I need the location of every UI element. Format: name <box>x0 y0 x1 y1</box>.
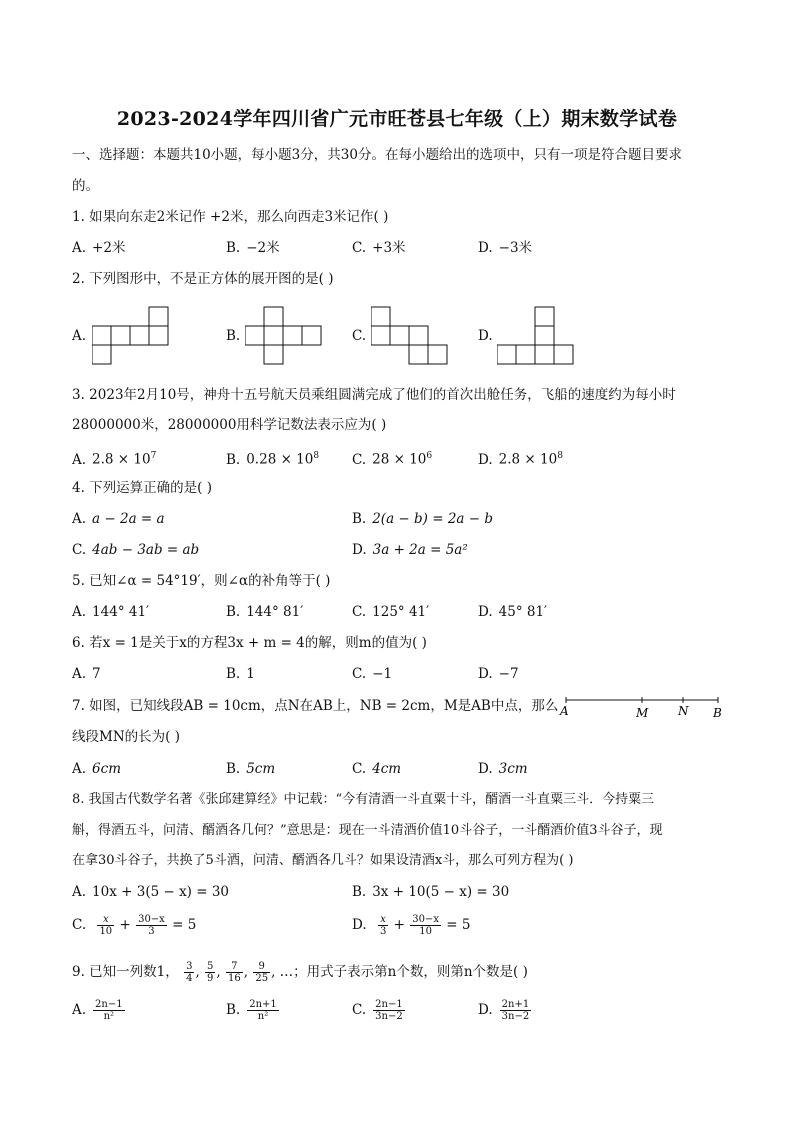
option-label: A. <box>72 1002 87 1018</box>
q2-option-c-label[interactable]: C. <box>352 328 367 344</box>
numerator: 7 <box>226 961 243 973</box>
q5-option-b[interactable] <box>226 603 303 621</box>
denominator: 10 <box>419 926 432 937</box>
option-label: A. <box>72 666 87 682</box>
option-label: D. <box>478 1002 493 1018</box>
denominator: 3n−2 <box>501 1011 530 1022</box>
denominator: 16 <box>228 973 241 984</box>
option-text: 4cm <box>372 761 402 777</box>
option-text: 125° 41′ <box>372 604 430 620</box>
sequence-term <box>253 961 270 984</box>
option-label: B. <box>226 240 241 256</box>
question-1-stem: 1. 如果向东走2米记作 +2米，那么向西走3米记作( ) <box>72 209 389 225</box>
option-label: B. <box>226 604 241 620</box>
q7-option-d[interactable] <box>478 760 528 778</box>
q1-option-d[interactable] <box>478 239 532 257</box>
question-6-stem: 6. 若x = 1是关于x的方程3x + m = 4的解，则m的值为( ) <box>72 635 427 651</box>
question-3-stem-line2: 28000000米，28000000用科学记数法表示应为( ) <box>72 417 387 433</box>
option-base: 0.28 × 10 <box>246 451 314 468</box>
q1-option-a[interactable] <box>72 239 125 257</box>
q2-option-d-label[interactable]: D. <box>478 328 493 344</box>
section-instructions-line1: 一、选择题：本题共10小题，每小题3分，共30分。在每小题给出的选项中，只有一项是符合题目要求 <box>72 147 682 163</box>
q9-option-a[interactable] <box>72 999 126 1022</box>
option-label: C. <box>72 542 87 558</box>
q2-option-a-label[interactable]: A. <box>72 328 87 344</box>
numerator: 5 <box>207 961 214 972</box>
question-7-stem-line2: 线段MN的长为( ) <box>72 729 180 745</box>
option-base: 28 × 10 <box>372 451 427 468</box>
option-text: a − 2a = a <box>92 511 165 527</box>
section-instructions-line2: 的。 <box>72 178 99 194</box>
option-exponent: 8 <box>557 451 563 461</box>
option-label: D. <box>478 666 493 682</box>
point-label-b: B <box>713 706 722 720</box>
numerator: 3 <box>186 961 193 972</box>
q9-option-d[interactable] <box>478 999 532 1022</box>
fraction <box>373 999 405 1022</box>
denominator: 4 <box>186 973 193 984</box>
q8-option-a[interactable] <box>72 883 229 901</box>
option-label: B. <box>352 511 367 527</box>
denominator: 25 <box>255 973 269 984</box>
q7-option-c[interactable] <box>352 760 401 778</box>
numerator: x <box>97 914 114 926</box>
denominator: n² <box>103 1011 115 1022</box>
option-label: B. <box>226 1002 241 1018</box>
q3-option-d[interactable] <box>478 447 563 469</box>
option-exponent: 6 <box>426 451 433 461</box>
option-label: C. <box>352 451 367 468</box>
option-label: A. <box>72 884 87 900</box>
segment-ab-figure <box>556 694 726 722</box>
option-label: C. <box>352 604 367 620</box>
q1-option-c[interactable] <box>352 239 406 257</box>
option-text: 144° 41′ <box>92 604 150 620</box>
fraction <box>247 999 279 1022</box>
option-label: D. <box>478 451 493 468</box>
option-label: D. <box>478 761 493 777</box>
option-text: 144° 81′ <box>246 604 304 620</box>
numerator: 2n−1 <box>95 999 123 1010</box>
option-label: C. <box>352 240 367 256</box>
option-label: C. <box>352 1002 367 1018</box>
page-title: 2023-2024学年四川省广元市旺苍县七年级（上）期末数学试卷 <box>116 108 678 130</box>
q5-option-a[interactable] <box>72 603 149 621</box>
option-label: C. <box>72 917 87 933</box>
q3-option-c[interactable] <box>352 447 432 469</box>
option-label: A. <box>72 240 87 256</box>
denominator: 3 <box>379 926 387 937</box>
sequence-term <box>184 961 194 984</box>
numerator: 30−x <box>138 914 165 925</box>
question-8-stem-line1: 8. 我国古代数学名著《张邱建算经》中记载：“今有清酒一斗直粟十斗，醑酒一斗直粟三斗．今持粟三 <box>72 792 655 807</box>
option-text: −1 <box>372 666 393 682</box>
numerator: 2n+1 <box>501 999 530 1010</box>
q7-option-a[interactable] <box>72 760 121 778</box>
denominator: n² <box>257 1011 269 1022</box>
q6-option-a[interactable] <box>72 665 101 683</box>
option-label: B. <box>226 451 241 468</box>
point-label-n: N <box>678 704 689 718</box>
option-label: A. <box>72 511 87 527</box>
q1-option-b[interactable] <box>226 239 280 257</box>
option-text: −2米 <box>246 240 280 256</box>
option-text: −3米 <box>498 240 533 256</box>
question-7-stem-line1: 7. 如图，已知线段AB = 10cm，点N在AB上，NB = 2cm，M是AB中点，那么 <box>72 698 559 714</box>
option-text: +2米 <box>92 240 126 256</box>
fraction <box>500 999 532 1022</box>
question-8-stem-line2: 斛，得酒五斗，问清、醑酒各几何？”意思是：现在一斗清酒价值10斗谷子，一斗醑酒价值3斗谷子，现 <box>72 823 663 838</box>
option-label: B. <box>226 666 241 682</box>
option-text: 2(a − b) = 2a − b <box>372 511 493 527</box>
option-text: 7 <box>92 666 101 682</box>
option-label: D. <box>352 917 367 933</box>
denominator: 10 <box>99 926 113 937</box>
sequence-term <box>226 961 243 984</box>
option-base: 2.8 × 10 <box>92 451 151 468</box>
option-label: D. <box>478 604 493 620</box>
question-3-stem-line1: 3. 2023年2月10号，神舟十五号航天员乘组圆满完成了他们的首次出舱任务，飞船的速度约为每小时 <box>72 387 676 403</box>
option-base: 2.8 × 10 <box>498 451 558 468</box>
fraction <box>93 999 125 1022</box>
denominator: 9 <box>207 973 214 984</box>
cube-net-d <box>497 306 577 366</box>
q4-option-d[interactable] <box>352 541 468 559</box>
numerator: 2n−1 <box>375 999 403 1010</box>
option-text: 4ab − 3ab = ab <box>92 542 200 558</box>
stem-suffix: …；用式子表示第n个数，则第n个数是( ) <box>279 964 528 980</box>
option-text: 5cm <box>246 761 276 777</box>
option-text: 1 <box>246 666 255 682</box>
option-label: A. <box>72 604 87 620</box>
option-text: 3x + 10(5 − x) = 30 <box>372 884 510 900</box>
option-text: 6cm <box>92 761 121 777</box>
numerator: 9 <box>253 961 270 973</box>
q3-option-b[interactable] <box>226 447 319 469</box>
numerator: 30−x <box>412 914 439 925</box>
option-text: 10x + 3(5 − x) = 30 <box>92 884 230 900</box>
option-label: B. <box>226 761 241 777</box>
question-4-stem: 4. 下列运算正确的是( ) <box>72 480 212 496</box>
q4-option-c[interactable] <box>72 541 199 559</box>
cube-net-a <box>92 306 172 366</box>
numerator: x <box>378 914 388 926</box>
option-label: C. <box>352 666 367 682</box>
cube-net-b <box>245 306 325 366</box>
option-text: +3米 <box>372 240 406 256</box>
fraction <box>97 914 114 937</box>
option-label: C. <box>352 761 367 777</box>
point-label-m: M <box>636 706 649 720</box>
fraction <box>136 914 167 937</box>
q9-option-c[interactable] <box>352 999 406 1022</box>
question-9-stem: 9. 已知一列数1， $\frac{3}{4}$ , $\frac{5}{9}$ , $\frac{7}{16}$ , $\frac{9}{25}$ , …；用式子表示第n个数，则第n个数是( ) <box>72 961 528 984</box>
option-label: A. <box>72 761 87 777</box>
option-text: −7 <box>498 666 519 682</box>
q3-option-a[interactable] <box>72 447 156 469</box>
option-text: 3a + 2a = 5a² <box>372 542 468 558</box>
question-8-stem-line3: 在拿30斗谷子，共换了5斗酒，问清、醑酒各几斗？如果设清酒x斗，那么可列方程为( ) <box>72 853 574 868</box>
option-label: B. <box>352 884 367 900</box>
denominator: 3 <box>148 926 155 937</box>
point-label-a: A <box>560 704 569 718</box>
q4-option-a[interactable] <box>72 510 165 528</box>
option-label: A. <box>72 451 87 468</box>
stem-prefix: 9. 已知一列数1， <box>72 964 179 980</box>
q6-option-d[interactable] <box>478 665 519 683</box>
q8-option-c[interactable]: C. $\frac{x}{10}$ + $\frac{30-x}{3}$ = 5 <box>72 914 197 937</box>
q6-option-c[interactable] <box>352 665 392 683</box>
q8-option-b[interactable] <box>352 883 509 901</box>
option-text: 45° 81′ <box>498 604 548 620</box>
q5-option-d[interactable] <box>478 603 547 621</box>
option-text: 3cm <box>498 761 528 777</box>
question-5-stem: 5. 已知∠α = 54°19′，则∠α的补角等于( ) <box>72 573 331 589</box>
fraction <box>378 914 388 937</box>
sequence-term <box>205 961 215 984</box>
q2-option-b-label[interactable]: B. <box>226 328 241 344</box>
q5-option-c[interactable] <box>352 603 429 621</box>
q4-option-b[interactable] <box>352 510 493 528</box>
numerator: 2n+1 <box>249 999 277 1010</box>
option-label: D. <box>352 542 367 558</box>
option-exponent: 7 <box>150 451 157 461</box>
q7-option-b[interactable] <box>226 760 275 778</box>
q9-option-b[interactable] <box>226 999 280 1022</box>
q8-option-d[interactable]: D. $\frac{x}{3}$ + $\frac{30-x}{10}$ = 5 <box>352 914 471 937</box>
denominator: 3n−2 <box>375 1011 403 1022</box>
cube-net-c <box>371 306 451 366</box>
option-label: D. <box>478 240 493 256</box>
question-2-stem: 2. 下列图形中，不是正方体的展开图的是( ) <box>72 271 334 287</box>
option-exponent: 8 <box>313 451 320 461</box>
fraction <box>410 914 441 937</box>
q6-option-b[interactable] <box>226 665 255 683</box>
